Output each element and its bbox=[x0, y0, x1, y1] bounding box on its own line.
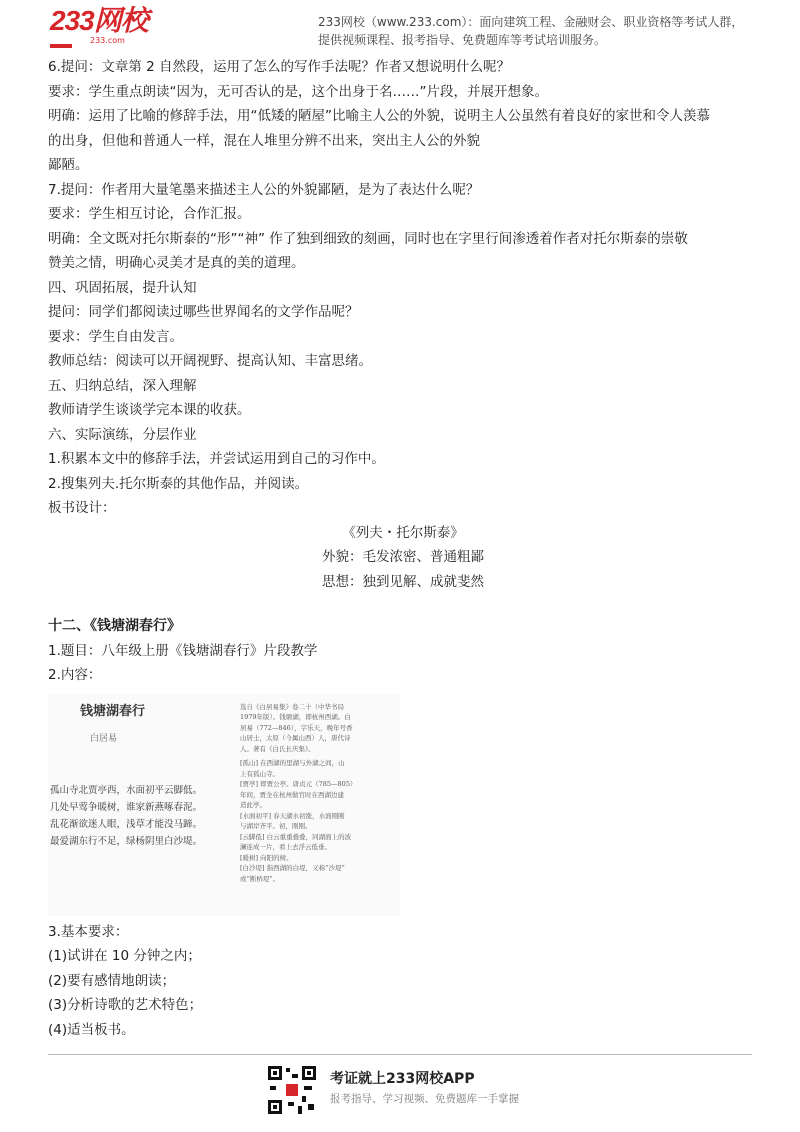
note-line: 或“断桥堤”。 bbox=[240, 874, 280, 883]
poem-author: 白居易 bbox=[90, 733, 118, 744]
section-heading: 六、实际演练，分层作业 bbox=[48, 426, 197, 443]
logo-accent-bar bbox=[50, 44, 72, 48]
note-line: 与湖岸齐平。初，刚刚。 bbox=[240, 822, 312, 830]
header-info-line: 233网校（www.233.com）：面向建筑工程、金融财会、职业资格等考试人群， bbox=[318, 15, 744, 29]
poem-line: 几处早莺争暖树，谁家新燕啄春泥。 bbox=[50, 801, 203, 813]
paragraph: 的出身，但他和普通人一样，混在人堆里分辨不出来，突出主人公的外貌 bbox=[48, 132, 480, 149]
section-title: 十二、《钱塘湖春行》 bbox=[48, 618, 181, 634]
logo-text: 233网校 bbox=[50, 5, 148, 36]
list-item: (2)要有感情地朗读； bbox=[48, 972, 176, 989]
list-item: (4)适当板书。 bbox=[48, 1021, 135, 1038]
paragraph: 2.搜集列夫.托尔斯泰的其他作品，并阅读。 bbox=[48, 475, 309, 492]
paragraph: 要求：学生相互讨论，合作汇报。 bbox=[48, 206, 251, 222]
paragraph: 板书设计： bbox=[48, 500, 116, 516]
paragraph: 6.提问：文章第 2 自然段，运用了怎么的写作手法呢？作者又想说明什么呢？ bbox=[48, 59, 511, 75]
poem-line: 最爱湖东行不足，绿杨阴里白沙堤。 bbox=[50, 835, 203, 847]
note-line: [白沙堤] 指西湖的白堤，又称“沙堤” bbox=[240, 864, 345, 872]
board-line: 外貌：毛发浓密、普通粗鄙 bbox=[322, 549, 484, 565]
note-line: 选自《白居易集》卷二十（中华书局 bbox=[240, 702, 344, 711]
poem-lines bbox=[50, 782, 202, 850]
note-line: 年间，贾全在杭州做官时在西湖边建 bbox=[240, 790, 344, 799]
page-header bbox=[0, 0, 800, 52]
footer-subtitle: 报考指导、学习视频、免费题库一手掌握 bbox=[330, 1093, 519, 1105]
poem-line: 孤山寺北贾亭西，水面初平云脚低。 bbox=[50, 784, 203, 796]
note-line: 1979年版）。钱塘湖，即杭州西湖。白 bbox=[240, 713, 351, 721]
brand-logo[interactable] bbox=[50, 6, 148, 45]
note-line: [孤山] 在西湖的里湖与外湖之间，山 bbox=[240, 759, 345, 767]
board-line: 思想：独到见解、成就斐然 bbox=[322, 573, 484, 590]
section-heading: 五、归纳总结，深入理解 bbox=[48, 377, 197, 394]
paragraph: 教师总结：阅读可以开阔视野、提高认知、丰富思绪。 bbox=[48, 353, 372, 369]
list-item: (3)分析诗歌的艺术特色； bbox=[48, 997, 203, 1013]
poem-image bbox=[48, 694, 400, 916]
paragraph: 3.基本要求： bbox=[48, 923, 129, 940]
poem-line: 乱花渐欲迷人眼，浅草才能没马蹄。 bbox=[50, 818, 203, 830]
note-line: 上有孤山寺。 bbox=[240, 769, 279, 778]
note-line: 澜连成一片，看上去浮云低垂。 bbox=[240, 843, 331, 851]
header-info-line: 提供视频课程、报考指导、免费题库等考试培训服务。 bbox=[318, 33, 607, 47]
paragraph: 1.积累本文中的修辞手法，并尝试运用到自己的习作中。 bbox=[48, 451, 385, 467]
qr-code-icon[interactable] bbox=[268, 1066, 316, 1114]
document-body bbox=[48, 55, 758, 1042]
paragraph: 2.内容： bbox=[48, 667, 102, 683]
note-line: [水面初平] 春天湖水初涨，水面刚刚 bbox=[240, 811, 345, 820]
note-line: [云脚低] 白云重重叠叠，同湖面上的波 bbox=[240, 832, 352, 841]
paragraph: 赞美之情，明确心灵美才是真的美的道理。 bbox=[48, 255, 305, 271]
paragraph: 明确：运用了比喻的修辞手法，用“低矮的陋屋”比喻主人公的外貌，说明主人公虽然有着良好的家世和令人羡慕 bbox=[48, 108, 710, 124]
paragraph: 提问：同学们都阅读过哪些世界闻名的文学作品呢？ bbox=[48, 304, 359, 320]
list-item: (1)试讲在 10 分钟之内； bbox=[48, 948, 201, 964]
board-design bbox=[48, 521, 758, 595]
paragraph: 明确：全文既对托尔斯泰的“形”“神” 作了独到细致的刻画，同时也在字里行间渗透着作者对托尔斯泰的崇敬 bbox=[48, 230, 688, 247]
logo-subtext: 233.com bbox=[90, 36, 125, 45]
board-line: 《列夫・托尔斯泰》 bbox=[342, 524, 464, 541]
paragraph: 7.提问：作者用大量笔墨来描述主人公的外貌鄙陋，是为了表达什么呢？ bbox=[48, 181, 480, 198]
note-line: [暖树] 向阳的树。 bbox=[240, 853, 293, 862]
poem-notes bbox=[240, 702, 400, 885]
note-line: [贾亭] 即贾公亭。唐贞元（785—805） bbox=[240, 780, 357, 788]
header-info bbox=[318, 13, 758, 49]
poem-title: 钱塘湖春行 bbox=[80, 703, 146, 719]
note-line: 居易（772—846），字乐天，晚年号香 bbox=[240, 723, 353, 732]
note-line: 造此亭。 bbox=[240, 801, 266, 809]
footer-divider bbox=[48, 1054, 752, 1055]
paragraph: 教师请学生谈谈学完本课的收获。 bbox=[48, 402, 251, 418]
paragraph: 要求：学生自由发言。 bbox=[48, 328, 183, 345]
paragraph: 要求：学生重点朗读“因为，无可否认的是，这个出身于名……”片段，并展开想象。 bbox=[48, 83, 548, 100]
note-line: 人。著有《白氏长庆集》。 bbox=[240, 744, 315, 753]
section-heading: 四、巩固拓展，提升认知 bbox=[48, 279, 197, 296]
paragraph: 1.题目：八年级上册《钱塘湖春行》片段教学 bbox=[48, 642, 318, 659]
footer-title: 考证就上233网校APP bbox=[330, 1071, 475, 1087]
note-line: 山居士，太原（今属山西）人，唐代诗 bbox=[240, 734, 351, 742]
paragraph: 鄙陋。 bbox=[48, 157, 89, 173]
